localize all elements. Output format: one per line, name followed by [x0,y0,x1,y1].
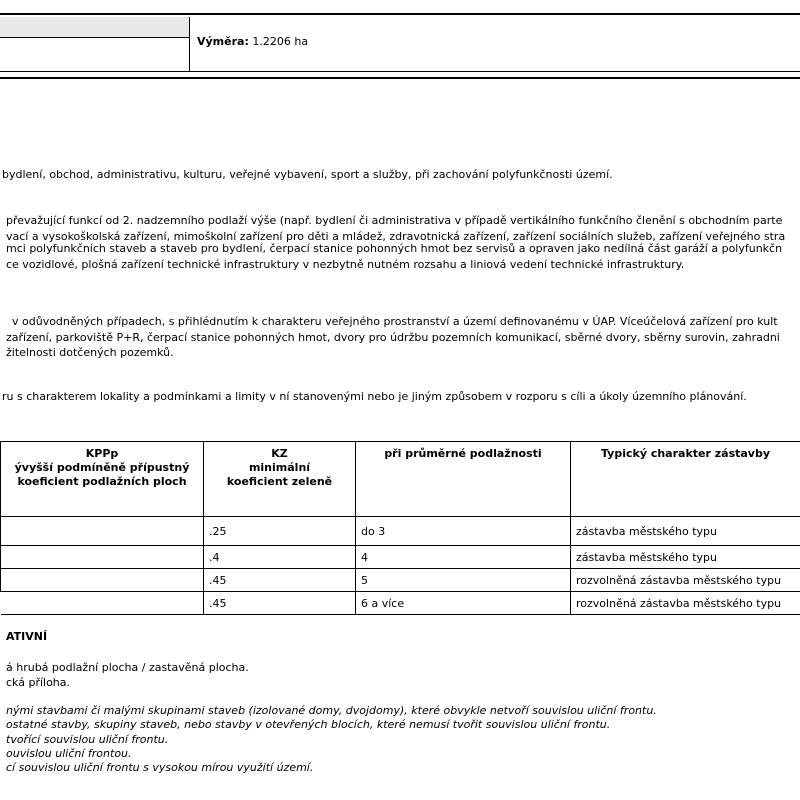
header-kz [204,442,356,517]
table-cell-kz: .45 [204,592,356,615]
prohibited-text: ru s charakterem lokality a podmínkami a limity v ní stanovenými nebo je jiným způsobem v rozporu s cíli a úkoly územního plánování. [2,390,747,403]
allowed-line-2: vací a vysokoškolská zařízení, mimoškolní zařízení pro děti a mládež, zdravotnická zařízení, zařízení sociálních služeb, zařízení veřejného stra [6,230,786,243]
table-cell-empty [1,592,204,615]
table-cell-character: rozvolněná zástavba městského typu [571,592,800,615]
table-cell-empty [1,517,204,546]
table-cell-kz: .45 [204,569,356,592]
header-kppp-line-3: koeficient podlažních ploch [17,475,187,488]
allowed-line-3: mci polyfunkčních staveb a staveb pro bydlení, čerpací stanice pohonných hmot bez servisů a opraven jako nedílná část garáží a polyfunkčn [6,242,783,255]
conditional-line-2: zařízení, parkoviště P+R, čerpací stanice pohonných hmot, dvory pro údržbu pozemních komunikací, sběrné dvory, sběrny surovin, zahradni [6,331,780,344]
table-row [1,592,800,615]
header-kz-line-1: KZ [271,447,288,460]
italic-note-2: ostatné stavby, skupiny staveb, nebo stavby v otevřených blocích, které nemusí tvořit souvislou uliční frontu. [6,718,611,731]
table-row [1,569,800,592]
allowed-line-1: převažující funkcí od 2. nadzemního podlaží výše (např. bydlení či administrativa v případě vertikálního funkčního členění s obchodním parte [6,214,783,227]
main-use-text: bydlení, obchod, administrativu, kulturu, veřejné vybavení, sport a služby, při zachování polyfunkčnosti území. [2,168,613,181]
italic-note-4: ouvislou uliční frontou. [6,747,132,760]
conditional-line-3: žitelnosti dotčených pozemků. [6,346,174,359]
table-cell-kz: .4 [204,546,356,569]
italic-note-5: cí souvislou uliční frontu s vysokou mírou využití území. [6,761,314,774]
regulation-table [0,441,800,615]
header-divider [0,71,800,72]
header-left-cell-lower [0,37,190,71]
table-cell-floors: 4 [356,546,571,569]
note-line-1: á hrubá podlažní plocha / zastavěná plocha. [6,661,249,674]
header-kppp [1,442,204,517]
italic-note-3: tvořící souvislou uliční frontu. [6,733,169,746]
table-cell-floors: 5 [356,569,571,592]
table-row [1,546,800,569]
header-block [0,13,800,79]
header-kppp-line-2: ývyšší podmíněně přípustný [14,461,190,474]
conditional-line-1: v odůvodněných případech, s přihlédnutím k charakteru veřejného prostranství a území definovanému v ÚAP. Víceúčelová zařízení pro kult [12,315,778,328]
table-cell-character: rozvolněná zástavba městského typu [571,569,800,592]
table-cell-character: zástavba městského typu [571,517,800,546]
header-kz-line-2: minimální [248,461,311,474]
table-cell-floors: do 3 [356,517,571,546]
header-floors: při průměrné podlažnosti [356,442,571,517]
table-header-row [1,442,800,517]
header-kz-line-3: koeficient zeleně [226,475,333,488]
allowed-line-4: ce vozidlové, plošná zařízení technické infrastruktury v nezbytně nutném rozsahu a liniová vedení technické infrastruktury. [6,258,685,271]
table-row [1,517,800,546]
header-left-cell [0,17,190,38]
table-cell-floors: 6 a více [356,592,571,615]
italic-note-1: nými stavbami či malými skupinami staveb (izolované domy, dvojdomy), které obvykle netvoří souvislou uliční frontu. [6,704,657,717]
table-cell-empty [1,569,204,592]
header-kppp-line-1: KPPp [85,447,119,460]
table-cell-kz: .25 [204,517,356,546]
header-character: Typický charakter zástavby [571,442,800,517]
area-label: Výměra: [197,35,249,48]
area-value: 1.2206 ha [252,35,309,48]
table-cell-empty [1,546,204,569]
note-line-2: cká příloha. [6,676,71,689]
area-field [197,35,308,48]
section-title: ATIVNÍ [6,630,48,643]
table-cell-character: zástavba městského typu [571,546,800,569]
